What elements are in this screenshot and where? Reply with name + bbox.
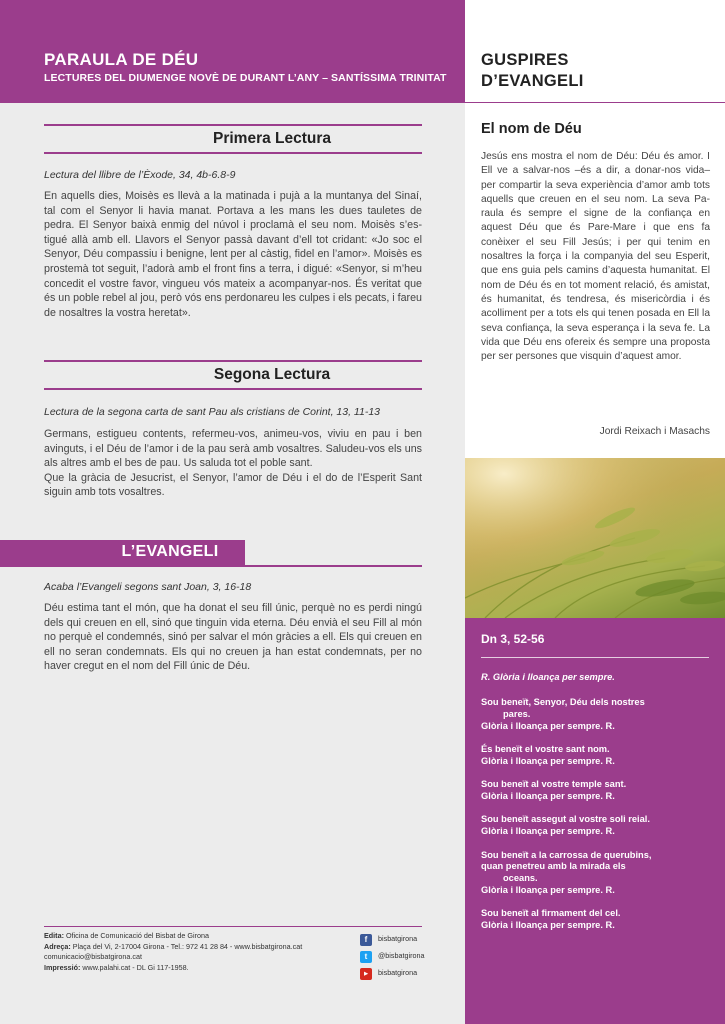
twitter-link[interactable] — [360, 948, 440, 965]
gospel-heading-bar — [0, 540, 245, 567]
twitter-icon: t — [360, 951, 372, 963]
sparks-heading-line-1: GUSPIRES — [481, 51, 569, 69]
adreca-label: Adreça: — [44, 941, 71, 951]
sparks-title: El nom de Déu — [481, 121, 582, 137]
first-reading-heading: Primera Lectura — [212, 130, 332, 147]
psalm-panel — [465, 618, 725, 1024]
second-reading-text — [44, 427, 422, 500]
edita-label: Edita: — [44, 931, 64, 940]
gospel-text: Déu estima tant el món, que ha donat el seu fill únic, perquè no es perdi ningú dels qui creuen en ell, sinó que tinguin vida eterna. Déu envià el seu Fill al món no perquè el condemnés, sinó per salvar el món gràcies a ell. Els qui creuen en ell no seran condemnats. Els qui no creuen ja han estat condemnats, per no haver cregut en el nom del Fill únic de Déu. — [44, 602, 422, 673]
youtube-icon: ▶ — [360, 968, 372, 980]
twitter-handle: @bisbatgirona — [378, 951, 425, 961]
psalm-verses — [481, 697, 717, 944]
psalm-line: Sou beneït al firmament del cel. — [481, 908, 621, 919]
psalm-line: Glòria i lloança per sempre. R. — [481, 755, 615, 766]
sparks-header — [465, 0, 725, 103]
gospel-heading-rule — [245, 565, 422, 567]
footer-credits — [44, 931, 364, 973]
psalm-reference: Dn 3, 52-56 — [481, 632, 545, 646]
psalm-line: És beneït el vostre sant nom. — [481, 743, 610, 754]
youtube-handle: bisbatgirona — [378, 968, 418, 978]
gospel-heading: L’EVANGELI — [121, 543, 219, 560]
psalm-line: quan penetreu amb la mirada els — [481, 861, 626, 872]
first-reading-heading-bar — [44, 124, 422, 154]
page-header — [0, 0, 465, 103]
impressio-label: Impressió: — [44, 962, 81, 972]
edita-value: Oficina de Comunicació del Bisbat de Girona — [65, 931, 209, 940]
page-title: PARAULA DE DÉU — [44, 50, 199, 69]
footer — [44, 926, 425, 986]
psalm-line: pares. — [503, 708, 531, 719]
psalm-response: R. Glòria i lloança per sempre. — [481, 672, 615, 682]
facebook-link[interactable] — [360, 931, 440, 948]
psalm-stanza — [481, 697, 717, 732]
page-subtitle: LECTURES DEL DIUMENGE NOVÈ DE DURANT L’ANY – SANTÍSSIMA TRINITAT — [44, 72, 447, 84]
second-reading-paragraph-2: Que la gràcia de Jesucrist, el Senyor, l’amor de Déu i el do de l’Esperit Sant siguin amb tots vosaltres. — [44, 471, 422, 499]
psalm-stanza — [481, 908, 717, 932]
wheat-field-photo — [465, 458, 725, 618]
psalm-stanza — [481, 814, 717, 838]
psalm-line: Sou beneït, Senyor, Déu dels nostres — [481, 697, 645, 707]
sparks-heading-line-2: D’EVANGELI — [481, 72, 584, 90]
first-reading-text: En aquells dies, Moisès es llevà a la matinada i pujà a la muntanya del Sinaí, tal com el Senyor li havia manat. Portava a les mans les dues tauletes de pedra. El Senyor baixà enmig del núvol i proclamà el seu nom. Moisès s’estigué allà amb ell. Llavors el Senyor passà davant d’ell tot cridant: «Jo soc el Senyor, Déu compassiu i benigne, lent per al càstig, fidel en l’amor». Moisès es prostemà tot seguit, l’adorà amb el front fins a terra, i digué: «Senyor, si m’heu concedit el vostre favor, vingueu vós mateix a acompanyar-nos. És veritat que és un poble rebel al jou, però vós ens perdonareu les culpes i els pecats, i fareu de nosaltres la vostra heretat». — [44, 190, 422, 319]
psalm-line: Glòria i lloança per sempre. R. — [481, 920, 615, 931]
psalm-stanza — [481, 779, 717, 803]
psalm-line: Glòria i lloança per sempre. R. — [481, 790, 615, 801]
psalm-line: Sou beneït al vostre temple sant. — [481, 779, 627, 790]
sparks-author: Jordi Reixach i Masachs — [599, 426, 710, 437]
second-reading-heading: Segona Lectura — [213, 366, 331, 383]
psalm-stanza — [481, 744, 717, 768]
psalm-line: Sou beneït assegut al vostre soli reial. — [481, 814, 650, 825]
psalm-line: Glòria i lloança per sempre. R. — [481, 826, 615, 837]
second-reading-paragraph-1: Germans, estigueu contents, refermeu-vos, animeu-vos, viviu en pau i ben avinguts, i el Déu de l’amor i de la pau serà amb vosaltres. Saludeu-vos els uns als altres amb el bes de pau. Us saluda tot el poble sant. — [44, 428, 422, 470]
second-reading-reference: Lectura de la segona carta de sant Pau als cristians de Corint, 13, 11-13 — [44, 406, 381, 418]
social-links — [360, 931, 440, 982]
psalm-line: Sou beneït a la carrossa de querubins, — [481, 849, 652, 860]
psalm-line: oceans. — [503, 873, 538, 884]
psalm-divider — [481, 657, 709, 658]
psalm-line: Glòria i lloança per sempre. R. — [481, 884, 615, 895]
second-reading-heading-bar — [44, 360, 422, 390]
sparks-text: Jesús ens mostra el nom de Déu: Déu és amor. I Ell ve a salvar-nos –és a dir, a donar-nos vida– per compartir la seva experiència d’amor amb tots aquells que creuen en el seu nom. La seva Paraula és sempre el signe de la confiança en aquest Déu que és Pare-Mare i que ens fa conèixer el seu Fill Jesús; i per qui tenim en nosaltres la força i la companyia del seu Esperit, que ens guia pels camins d’aquesta humanitat. El nom de Déu és en tot moment relació, és amistat, és humanitat, és tendresa, és misericòrdia i és acolliment per a tots els qui tenen posada en Ell la seva confiança, la seva esperança i la seva fe. La vida que Déu ens ofereix és sempre una proposta per ser persones que visquin d’aquest amor. — [481, 151, 710, 363]
adreca-value: Plaça del Vi, 2-17004 Girona - Tel.: 972 41 28 84 - www.bisbatgirona.cat — [72, 941, 303, 951]
youtube-link[interactable] — [360, 965, 440, 982]
psalm-line: Glòria i lloança per sempre. R. — [481, 720, 615, 731]
first-reading-reference: Lectura del llibre de l’Èxode, 34, 4b-6.8-9 — [44, 169, 236, 181]
footer-email[interactable]: comunicacio@bisbatgirona.cat — [44, 952, 142, 962]
facebook-handle: bisbatgirona — [378, 934, 418, 944]
facebook-icon: f — [360, 934, 372, 946]
gospel-reference: Acaba l’Evangeli segons sant Joan, 3, 16-18 — [44, 581, 252, 593]
right-column — [465, 0, 725, 1024]
impressio-value: www.palahi.cat - DL Gi 117-1958. — [82, 962, 189, 972]
psalm-stanza — [481, 850, 717, 897]
wheat-illustration — [465, 458, 725, 618]
